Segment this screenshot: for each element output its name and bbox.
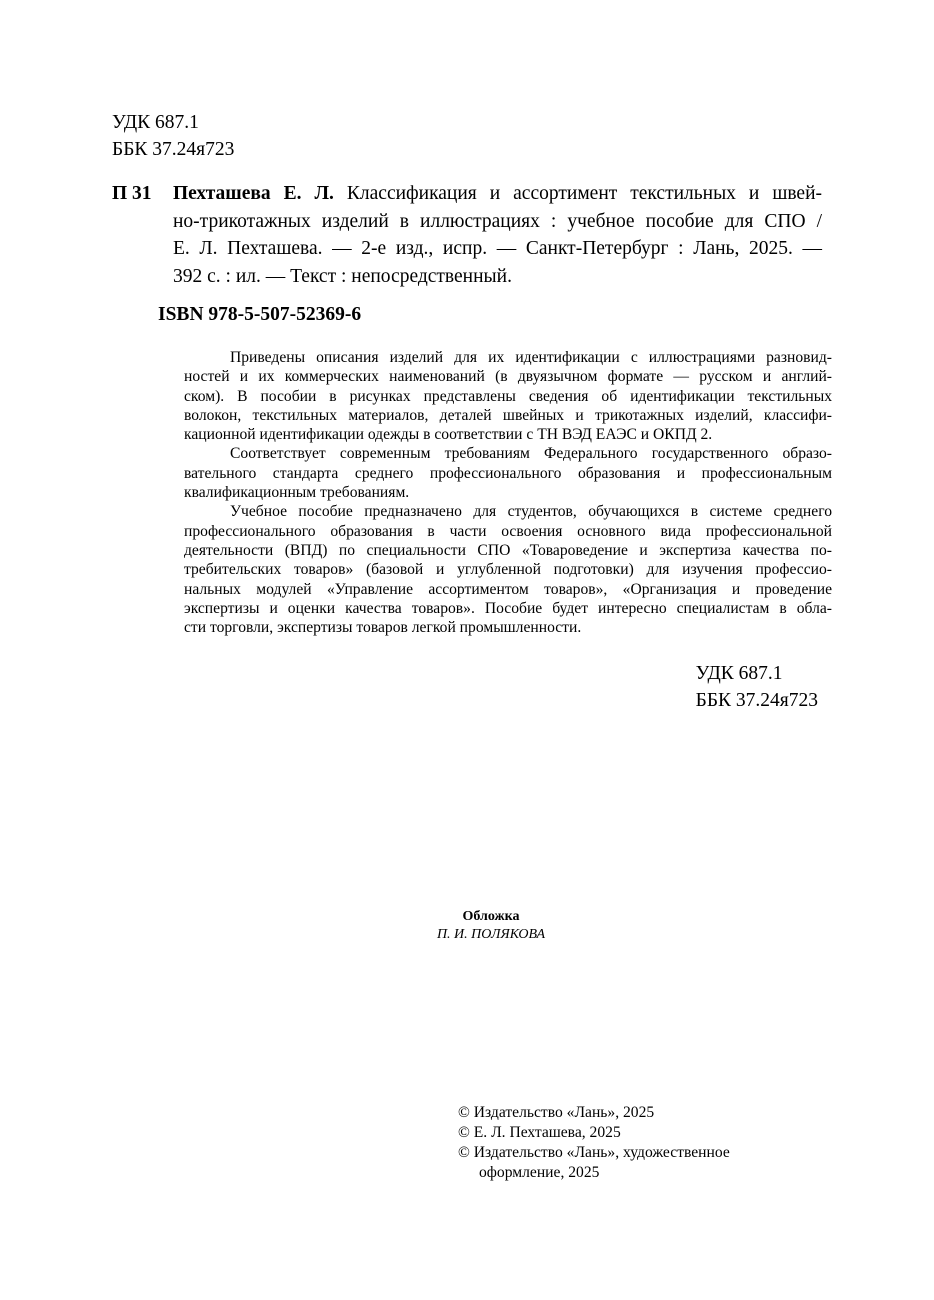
classification-codes-top	[112, 109, 234, 163]
copyright-line: © Издательство «Лань», художественное	[458, 1144, 730, 1161]
bbk-code: ББК 37.24я723	[112, 139, 235, 160]
annotation-line: экспертизы и оценки качества товаров». Пособие будет интересно специалистам в обла-	[184, 599, 832, 617]
annotation-line: нальных модулей «Управление ассортиментом товаров», «Организация и проведение	[184, 580, 832, 598]
annotation-line: ском). В пособии в рисунках представлены сведения об идентификации текстильных	[184, 387, 832, 405]
copyright-line: оформление, 2025	[479, 1164, 600, 1181]
annotation-line: ностей и их коммерческих наименований (в двуязычном формате — русском и англий-	[184, 368, 832, 386]
biblio-line-2: но-трикотажных изделий в иллюстрациях : учебное пособие для СПО /	[173, 210, 822, 232]
bbk-code: ББК 37.24я723	[695, 690, 818, 711]
isbn: ISBN 978-5-507-52369-6	[158, 304, 362, 325]
annotation-line: Учебное пособие предназначено для студентов, обучающихся в системе среднего	[230, 503, 832, 521]
udk-code: УДК 687.1	[695, 663, 783, 684]
annotation-line: деятельности (ВПД) по специальности СПО «Товароведение и экспертиза качества по-	[184, 541, 832, 559]
annotation-line: требительских товаров» (базовой и углубленной подготовки) для изучения профессио-	[184, 561, 832, 579]
classification-codes-bottom	[696, 660, 818, 714]
cover-label: Обложка	[462, 909, 520, 924]
author-mark: П 31	[112, 183, 152, 204]
annotation-line: кационной идентификации одежды в соответствии с ТН ВЭД ЕАЭС и ОКПД 2.	[184, 426, 713, 444]
annotation-line: сти торговли, экспертизы товаров легкой промышленности.	[184, 619, 582, 637]
author-name: Пехташева Е. Л.	[173, 183, 334, 204]
copyright-line: © Издательство «Лань», 2025	[458, 1104, 655, 1121]
biblio-title-start: Классификация и ассортимент текстильных и швей-	[346, 183, 823, 204]
annotation-line: Приведены описания изделий для их идентификации с иллюстрациями разновид-	[230, 349, 832, 366]
annotation-line: Соответствует современным требованиям Федерального государственного образо-	[230, 445, 832, 463]
annotation-line: профессионального образования в части освоения основного вида профессиональной	[184, 522, 832, 540]
annotation	[184, 348, 832, 637]
copyright-line: © Е. Л. Пехташева, 2025	[458, 1124, 621, 1141]
biblio-line-1	[173, 180, 822, 208]
copyright-block	[458, 1103, 730, 1183]
cover-designer: П. И. ПОЛЯКОВА	[436, 927, 546, 942]
cover-credit	[380, 908, 602, 944]
annotation-line: волокон, текстильных материалов, деталей швейных и трикотажных изделий, классифи-	[184, 406, 832, 424]
annotation-line: квалификационным требованиям.	[184, 484, 410, 502]
annotation-line: вательного стандарта среднего профессионального образования и профессиональным	[184, 464, 832, 482]
bibliographic-record	[112, 180, 822, 290]
biblio-line-4: 392 с. : ил. — Текст : непосредственный.	[173, 265, 512, 287]
biblio-line-3: Е. Л. Пехташева. — 2-е изд., испр. — Санкт-Петербург : Лань, 2025. —	[173, 238, 822, 259]
udk-code: УДК 687.1	[112, 112, 199, 133]
